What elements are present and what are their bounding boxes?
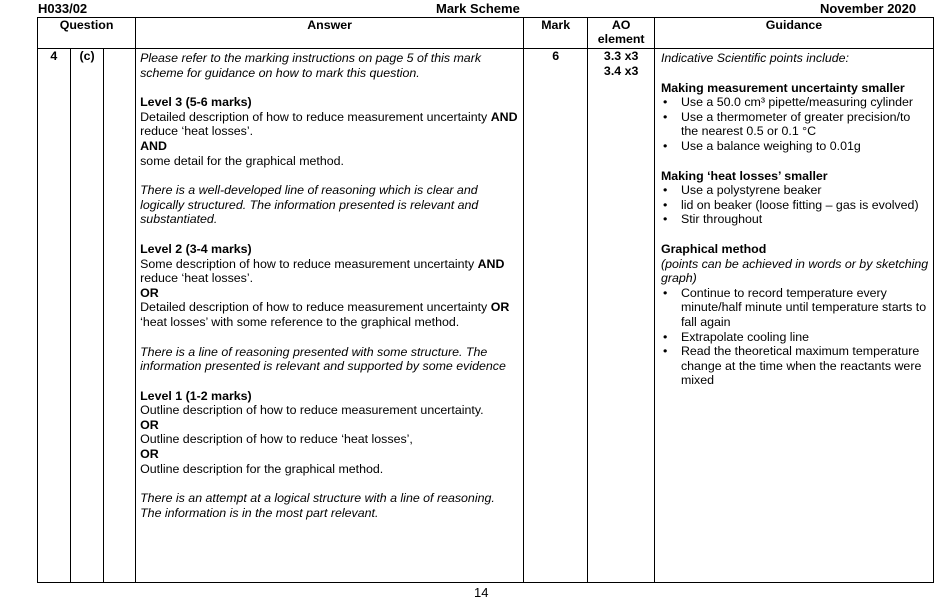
ao-value-2: 3.4 x3 bbox=[603, 63, 639, 78]
list-item: • Read the theoretical maximum temperature change at the time when the reactants were mixed bbox=[681, 344, 929, 388]
list-item: • Stir throughout bbox=[681, 212, 929, 227]
answer-intro: Please refer to the marking instructions on page 5 of this mark scheme for guidance on how to mark this question. bbox=[140, 51, 482, 80]
ao-value-1: 3.3 x3 bbox=[603, 49, 639, 63]
ao-column-header bbox=[588, 18, 655, 49]
level1-heading: Level 1 (1-2 marks) bbox=[140, 388, 252, 403]
level2-reasoning: There is a line of reasoning presented with some structure. The information presented is relevant and supported by some evidence bbox=[140, 344, 506, 374]
table-header-row bbox=[38, 18, 934, 49]
guidance-section2-heading: Making ‘heat losses’ smaller bbox=[660, 168, 828, 183]
guidance-section3-heading: Graphical method bbox=[660, 241, 767, 256]
question-column-header: Question bbox=[38, 18, 136, 49]
ao-header-line1: AO bbox=[611, 18, 631, 32]
level3-connector: AND bbox=[140, 138, 167, 153]
list-item: • Use a balance weighing to 0.01g bbox=[681, 139, 929, 154]
page-number: 14 bbox=[474, 585, 489, 600]
mark-scheme-table bbox=[37, 17, 934, 583]
answer-column-header: Answer bbox=[136, 18, 524, 49]
mark-value: 6 bbox=[524, 49, 588, 583]
list-item: • Use a polystyrene beaker bbox=[681, 183, 929, 198]
level1-connector2: OR bbox=[140, 447, 159, 462]
level1-line3: Outline description for the graphical method. bbox=[140, 461, 384, 476]
list-item: • Continue to record temperature every minute/half minute until temperature starts to fall again bbox=[681, 286, 929, 330]
ao-cell bbox=[588, 49, 655, 583]
level1-connector1: OR bbox=[140, 417, 159, 432]
ao-header-line2: element bbox=[597, 32, 645, 46]
guidance-section1-heading: Making measurement uncertainty smaller bbox=[660, 80, 905, 95]
level1-line1: Outline description of how to reduce measurement uncertainty. bbox=[140, 403, 484, 418]
document-code: H033/02 bbox=[38, 1, 88, 16]
level2-heading: Level 2 (3-4 marks) bbox=[140, 241, 252, 256]
guidance-column-header: Guidance bbox=[654, 18, 933, 49]
list-item: • lid on beaker (loose fitting – gas is evolved) bbox=[681, 198, 929, 213]
question-number: 4 bbox=[38, 49, 71, 583]
guidance-intro: Indicative Scientific points include: bbox=[660, 51, 849, 65]
document-title: Mark Scheme bbox=[436, 1, 520, 16]
table-row bbox=[38, 49, 934, 583]
level2-line1: Some description of how to reduce measurement uncertainty AND reduce ‘heat losses’. bbox=[140, 256, 505, 286]
level1-line2: Outline description of how to reduce ‘heat losses’, bbox=[140, 432, 413, 447]
guidance-section3-subheading: (points can be achieved in words or by sketching graph) bbox=[660, 256, 929, 286]
level3-heading: Level 3 (5-6 marks) bbox=[140, 95, 252, 110]
list-item: • Use a 50.0 cm³ pipette/measuring cylinder bbox=[681, 95, 929, 110]
answer-cell bbox=[136, 49, 524, 583]
mark-column-header: Mark bbox=[524, 18, 588, 49]
level3-line1: Detailed description of how to reduce measurement uncertainty AND reduce ‘heat losses’. bbox=[140, 109, 518, 139]
level2-connector: OR bbox=[140, 285, 159, 300]
list-item: • Use a thermometer of greater precision/to the nearest 0.5 or 0.1 °C bbox=[681, 110, 929, 139]
level2-line2: Detailed description of how to reduce measurement uncertainty OR ‘heat losses’ with some reference to the graphical method. bbox=[140, 300, 510, 329]
document-date: November 2020 bbox=[820, 1, 917, 16]
guidance-section2-list bbox=[661, 183, 929, 227]
guidance-cell bbox=[654, 49, 933, 583]
level1-reasoning: There is an attempt at a logical structure with a line of reasoning. The information is in the most part relevant. bbox=[140, 491, 495, 520]
guidance-section1-list bbox=[661, 95, 929, 153]
level3-reasoning: There is a well-developed line of reasoning which is clear and logically structured. The information presented is relevant and substantiated. bbox=[140, 183, 479, 227]
question-subpart bbox=[104, 49, 136, 583]
level3-line2: some detail for the graphical method. bbox=[140, 153, 344, 168]
guidance-section3-list bbox=[661, 286, 929, 388]
list-item: • Extrapolate cooling line bbox=[681, 330, 929, 345]
question-part: (c) bbox=[70, 49, 104, 583]
